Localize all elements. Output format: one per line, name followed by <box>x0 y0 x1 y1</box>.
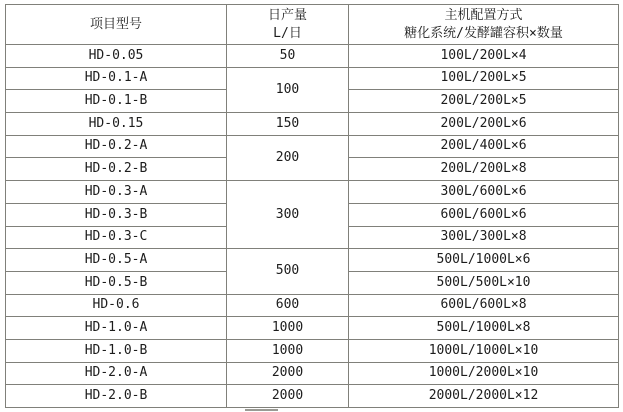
table-row <box>6 339 619 362</box>
daily-output-cell: 300 <box>227 181 349 249</box>
daily-output-cell: 1000 <box>227 317 349 340</box>
header-model <box>6 5 227 45</box>
table-row <box>6 45 619 68</box>
table-row <box>6 135 619 158</box>
daily-output-cell: 100 <box>227 67 349 112</box>
model-cell: HD-0.5-A <box>6 249 227 272</box>
config-cell: 200L/200L×5 <box>349 90 619 113</box>
daily-output-cell: 2000 <box>227 362 349 385</box>
model-cell: HD-0.1-A <box>6 67 227 90</box>
config-cell: 100L/200L×4 <box>349 45 619 68</box>
config-cell: 500L/1000L×8 <box>349 317 619 340</box>
table-row <box>6 113 619 136</box>
model-cell: HD-0.5-B <box>6 271 227 294</box>
header-config-detail: 糖化系统/发酵罐容积×数量 <box>404 25 563 41</box>
config-cell: 600L/600L×8 <box>349 294 619 317</box>
table-body <box>6 45 619 408</box>
model-cell: HD-0.3-B <box>6 203 227 226</box>
model-cell: HD-0.15 <box>6 113 227 136</box>
table-header <box>6 5 619 45</box>
product-spec-table <box>5 4 619 408</box>
header-model-label: 项目型号 <box>89 16 142 32</box>
header-config <box>349 5 619 45</box>
model-cell: HD-1.0-B <box>6 339 227 362</box>
config-cell: 600L/600L×6 <box>349 203 619 226</box>
header-config-label: 主机配置方式 <box>444 7 523 23</box>
table-row <box>6 362 619 385</box>
config-cell: 500L/1000L×6 <box>349 249 619 272</box>
daily-output-cell: 50 <box>227 45 349 68</box>
table-row <box>6 317 619 340</box>
daily-output-cell: 500 <box>227 249 349 294</box>
model-cell: HD-0.05 <box>6 45 227 68</box>
header-daily-output-unit: L/日 <box>273 25 302 41</box>
config-cell: 1000L/1000L×10 <box>349 339 619 362</box>
daily-output-cell: 200 <box>227 135 349 180</box>
daily-output-cell: 2000 <box>227 385 349 408</box>
daily-output-cell: 600 <box>227 294 349 317</box>
model-cell: HD-0.6 <box>6 294 227 317</box>
model-cell: HD-2.0-B <box>6 385 227 408</box>
config-cell: 300L/300L×8 <box>349 226 619 249</box>
table-row <box>6 385 619 408</box>
daily-output-cell: 1000 <box>227 339 349 362</box>
table-row <box>6 249 619 272</box>
config-cell: 2000L/2000L×12 <box>349 385 619 408</box>
table-row <box>6 181 619 204</box>
cutoff-element-below-table <box>245 409 278 411</box>
model-cell: HD-0.1-B <box>6 90 227 113</box>
table-row <box>6 294 619 317</box>
header-daily-output <box>227 5 349 45</box>
config-cell: 100L/200L×5 <box>349 67 619 90</box>
config-cell: 500L/500L×10 <box>349 271 619 294</box>
model-cell: HD-0.3-A <box>6 181 227 204</box>
config-cell: 200L/400L×6 <box>349 135 619 158</box>
model-cell: HD-0.2-B <box>6 158 227 181</box>
table-row <box>6 67 619 90</box>
header-daily-output-label: 日产量 <box>267 7 307 23</box>
model-cell: HD-1.0-A <box>6 317 227 340</box>
header-row <box>6 5 619 45</box>
config-cell: 200L/200L×6 <box>349 113 619 136</box>
config-cell: 300L/600L×6 <box>349 181 619 204</box>
config-cell: 200L/200L×8 <box>349 158 619 181</box>
daily-output-cell: 150 <box>227 113 349 136</box>
model-cell: HD-2.0-A <box>6 362 227 385</box>
config-cell: 1000L/2000L×10 <box>349 362 619 385</box>
model-cell: HD-0.2-A <box>6 135 227 158</box>
model-cell: HD-0.3-C <box>6 226 227 249</box>
